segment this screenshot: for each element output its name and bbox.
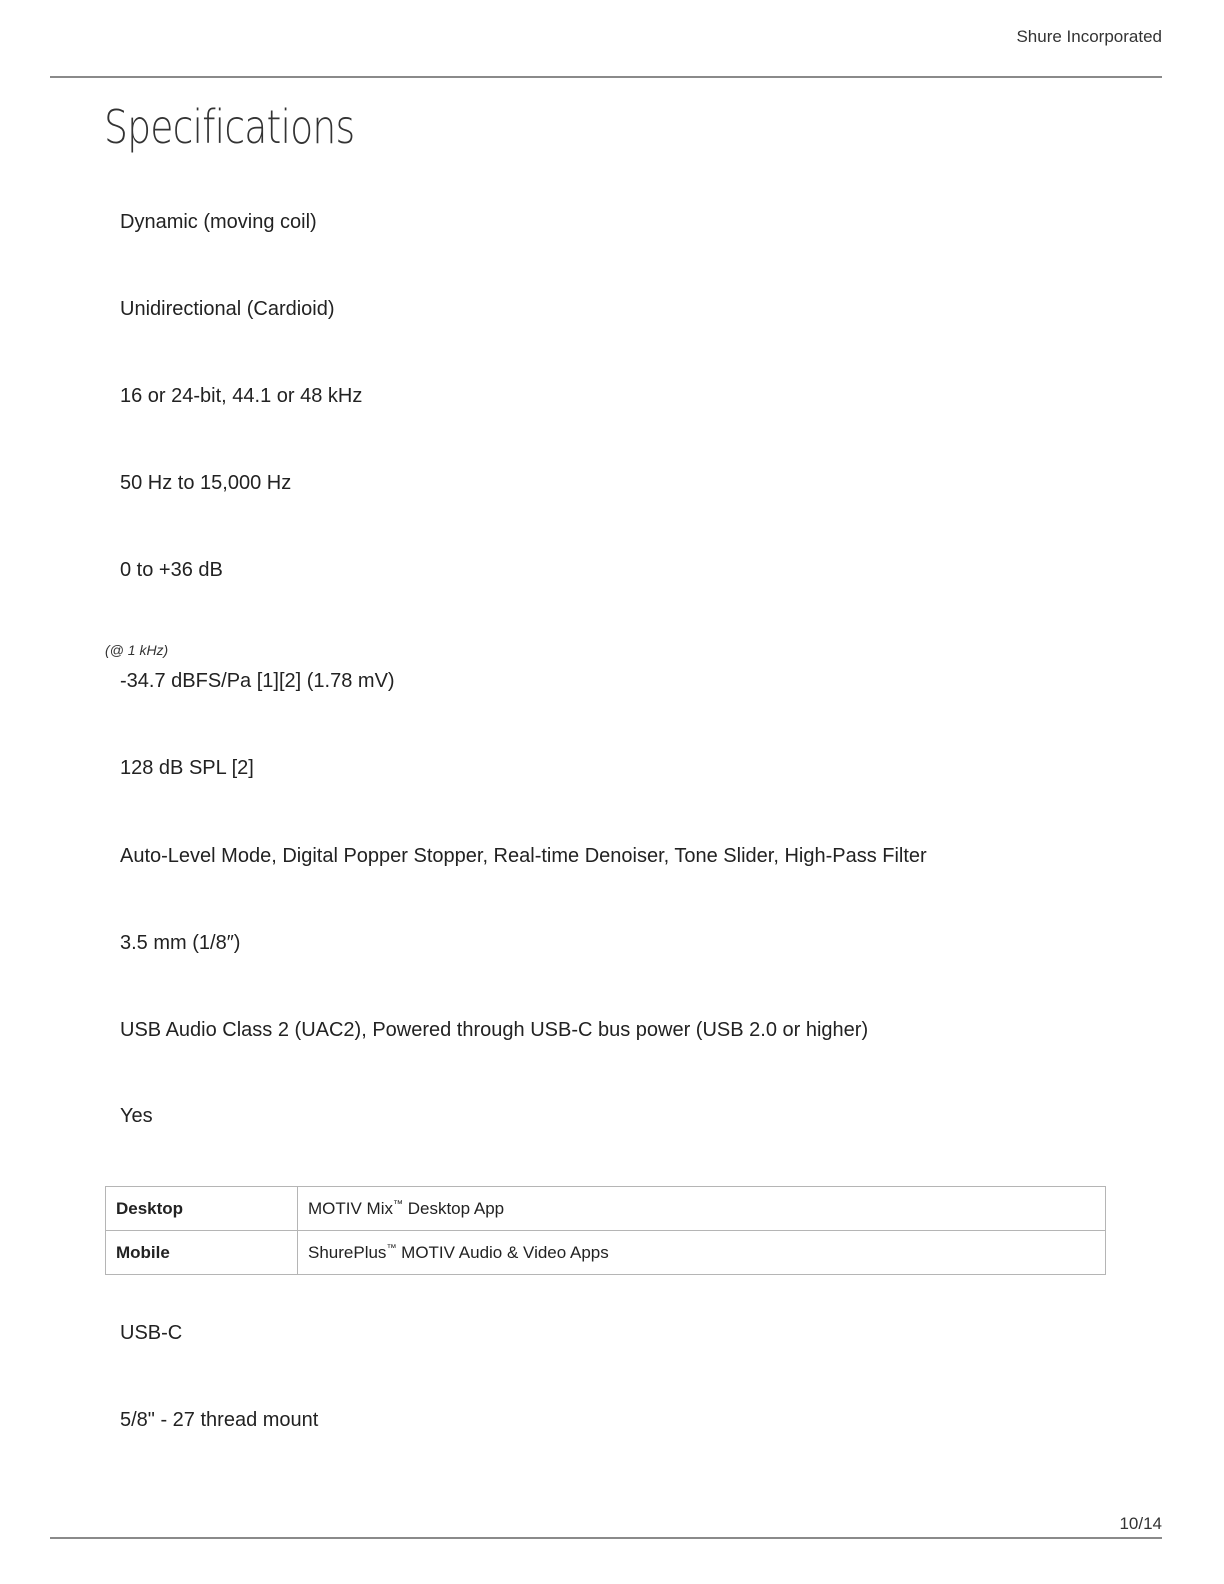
header-company-name: Shure Incorporated <box>1016 27 1162 46</box>
software-product-mobile <box>298 1231 1106 1275</box>
spec-connector-type: USB-C <box>120 1322 183 1344</box>
spec-headphone-output: 3.5 mm (1/8″) <box>120 932 241 954</box>
spec-frequency-response: 50 Hz to 15,000 Hz <box>120 472 292 494</box>
product-suffix: MOTIV Audio & Video Apps <box>396 1242 609 1262</box>
software-table <box>105 1186 1106 1275</box>
spec-sensitivity: -34.7 dBFS/Pa [1][2] (1.78 mV) <box>120 670 395 692</box>
footer-divider <box>50 1537 1162 1539</box>
trademark-mark: ™ <box>386 1242 397 1254</box>
software-platform-mobile: Mobile <box>106 1231 298 1275</box>
spec-bit-depth-sample-rate: 16 or 24-bit, 44.1 or 48 kHz <box>120 385 363 407</box>
table-row <box>106 1187 1106 1231</box>
page-number: 10/14 <box>1119 1514 1162 1533</box>
spec-polar-pattern: Unidirectional (Cardioid) <box>120 298 335 320</box>
table-row <box>106 1231 1106 1275</box>
product-name: MOTIV Mix <box>308 1198 393 1218</box>
sensitivity-note: (@ 1 kHz) <box>105 642 169 658</box>
spec-mounting-type: 5/8" - 27 thread mount <box>120 1409 319 1431</box>
spec-mute-switch: Yes <box>120 1105 153 1127</box>
software-product-desktop <box>298 1187 1106 1231</box>
spec-transducer-type: Dynamic (moving coil) <box>120 211 317 233</box>
header-divider <box>50 76 1162 78</box>
spec-max-spl: 128 dB SPL [2] <box>120 757 254 779</box>
trademark-mark: ™ <box>393 1198 403 1210</box>
spec-gain-range: 0 to +36 dB <box>120 559 223 581</box>
software-platform-desktop: Desktop <box>106 1187 298 1231</box>
product-suffix: Desktop App <box>403 1198 505 1218</box>
page-title: Specifications <box>104 100 355 154</box>
spec-power-requirements: USB Audio Class 2 (UAC2), Powered through USB-C bus power (USB 2.0 or higher) <box>120 1019 869 1041</box>
spec-dsp-features: Auto-Level Mode, Digital Popper Stopper, Real-time Denoiser, Tone Slider, High-Pass Filter <box>120 845 927 867</box>
product-name: ShurePlus <box>308 1242 387 1262</box>
